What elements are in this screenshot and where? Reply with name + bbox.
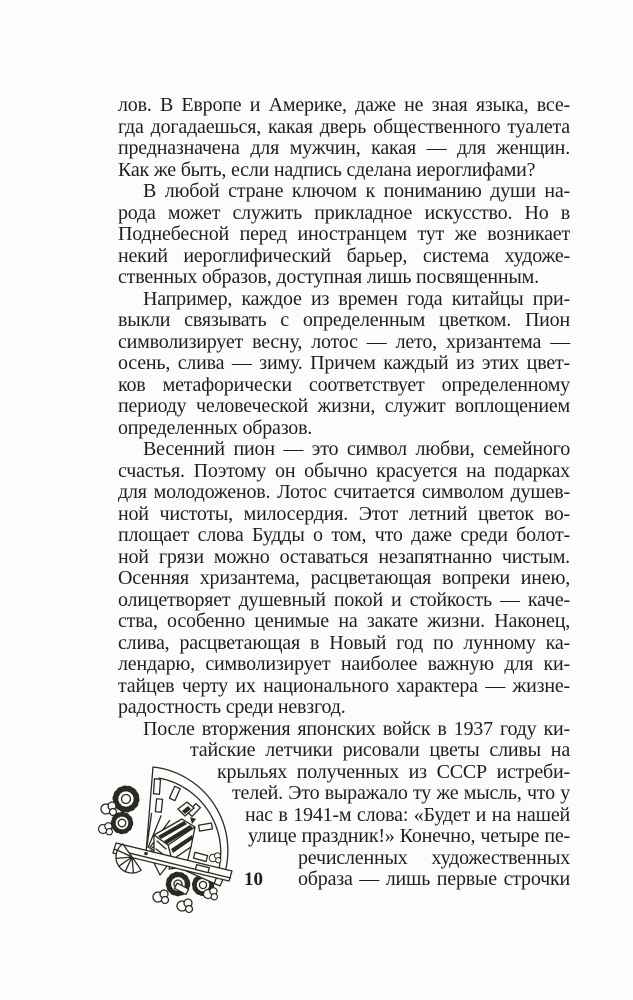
text-line: лов. В Европе и Америке, даже не зная языка, все-	[118, 94, 570, 116]
text-line: телей. Это выражало ту же мысль, что у	[232, 782, 570, 804]
text-line: рода может служить прикладное искусство. Но в	[118, 201, 570, 224]
text-line: Весенний пион — это символ любви, семейного	[143, 438, 570, 460]
paragraph	[118, 439, 570, 719]
text-line: площает слова Будды о том, что даже среди болот-	[118, 524, 570, 546]
paragraph	[118, 181, 570, 289]
fan-rivet	[144, 852, 148, 856]
paragraph	[118, 95, 570, 181]
text-line: осень, слива — зиму. Причем каждый из этих цвет-	[118, 352, 570, 374]
text-line: некий иероглифический барьер, система художе-	[118, 244, 570, 267]
text-line: определенных образов.	[118, 416, 313, 439]
text-line: периоду человеческой жизни, служит воплощением	[118, 395, 570, 417]
text-line: символизирует весну, лотос — лето, хризантема —	[118, 330, 570, 353]
text-line: После вторжения японских войск в 1937 году ки-	[143, 717, 570, 740]
text-line: лендарю, символизирует наиболее важную для ки-	[118, 653, 570, 675]
text-line: В любой стране ключом к пониманию души на-	[143, 180, 570, 202]
paragraph	[118, 289, 570, 440]
text-line: ной грязи можно оставаться незапятнанно чистым.	[118, 545, 570, 568]
text-line: ной чистоты, милосердия. Этот летний цветок во-	[118, 502, 570, 525]
text-line: ственных образов, доступная лишь посвященным.	[118, 266, 539, 288]
text-line: предназначена для мужчин, какая — для женщин.	[118, 137, 570, 159]
text-line: тайские летчики рисовали цветы сливы на	[190, 739, 570, 761]
text-line: Как же быть, если надпись сделана иероглифами?	[118, 158, 536, 181]
text-line: нас в 1941-м слова: «Будет и на нашей	[245, 803, 570, 826]
text-line: ков метафорически соответствует определенному	[118, 373, 570, 396]
text-line: крыльях полученных из СССР истреби-	[217, 760, 570, 783]
text-line: олицетворяет душевный покой и стойкость — каче-	[118, 588, 570, 611]
text-line: Осенняя хризантема, расцветающая вопреки инею,	[118, 567, 570, 589]
text-line: ства, особенно ценимые на закате жизни. Наконец,	[118, 610, 570, 632]
fan-illustration	[96, 757, 236, 915]
text-line: радостность среди невзгод.	[118, 696, 346, 718]
text-line: речисленных художественных	[298, 846, 570, 869]
text-line: Например, каждое из времен года китайцы при-	[143, 287, 570, 310]
page-number: 10	[244, 869, 263, 890]
text-line: для молодоженов. Лотос считается символом душев-	[118, 481, 570, 503]
text-line: Поднебесной перед иностранцем тут же возникает	[118, 223, 570, 245]
text-line: улице праздник!» Конечно, четыре пе-	[248, 825, 570, 847]
text-line: выкли связывать с определенным цветком. Пион	[118, 309, 570, 331]
text-line: слива, расцветающая в Новый год по лунному ка-	[118, 631, 570, 654]
text-line: гда догадаешься, какая дверь общественного туалета	[118, 115, 570, 138]
text-line: тайцев черту их национального характера — жизне-	[118, 674, 570, 697]
text-line: образа — лишь первые строчки	[298, 868, 570, 890]
text-line: счастья. Поэтому он обычно красуется на подарках	[118, 459, 570, 482]
